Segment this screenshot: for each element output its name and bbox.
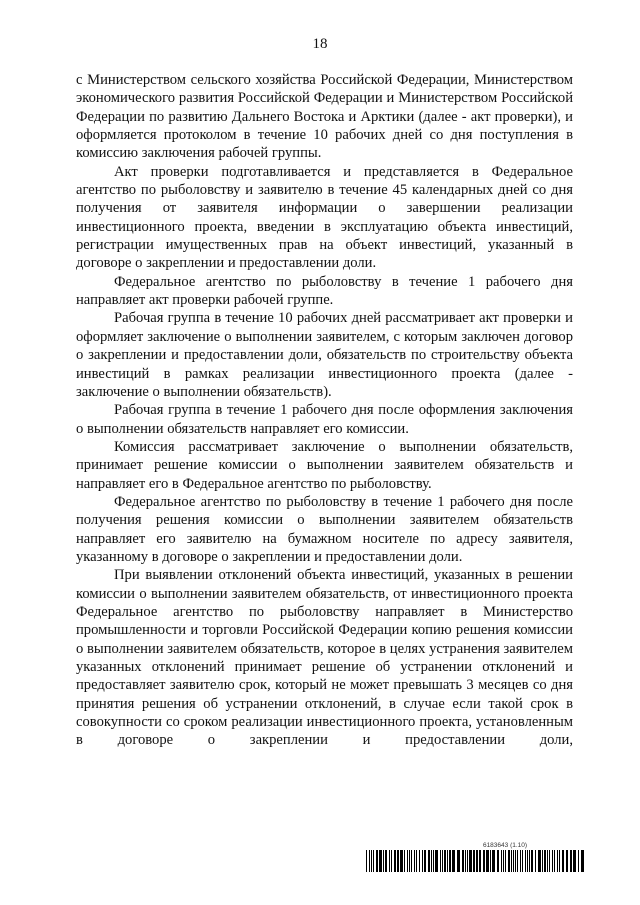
barcode-image — [366, 850, 584, 872]
page-footer — [366, 842, 584, 872]
page-number: 18 — [312, 36, 328, 52]
paragraph-1: с Министерством сельского хозяйства Российской Федерации, Министерством экономического развития Российской Федерации и Министерством Российской Федерации по развитию Дальнего Востока и Арктики (далее - акт проверки), и оформляется протоколом в течение 10 рабочих дней со дня поступления в комиссию заключения рабочей группы. — [76, 72, 573, 162]
paragraph-5: Рабочая группа в течение 1 рабочего дня после оформления заключения о выполнении обязательств направляет его комиссии. — [76, 402, 573, 437]
paragraph-8: При выявлении отклонений объекта инвестиций, указанных в решении комиссии о выполнении заявителем обязательств, от инвестиционного проекта Федеральное агентство по рыболовству направляет в Министерство промышленности и торговли Российской Федерации копию решения комиссии о выполнении заявителем обязательств, которое в целях устранения заявителем указанных отклонений принимает решение об устранении отклонений и предоставляет заявителю срок, который не может превышать 3 месяцев со дня принятия решения об устранении отклонений, в случае если такой срок в совокупности со сроком реализации инвестиционного проекта, установленным в договоре о закреплении и предоставлении доли, — [76, 567, 573, 749]
document-body — [76, 71, 573, 750]
paragraph-3: Федеральное агентство по рыболовству в течение 1 рабочего дня направляет акт проверки рабочей группе. — [76, 273, 573, 309]
paragraph-4: Рабочая группа в течение 10 рабочих дней рассматривает акт проверки и оформляет заключение о выполнении заявителем, с которым заключен договор о закреплении и предоставлении доли, обязательств по строительству объекта инвестиций в рамках реализации инвестиционного проекта (далее - заключение о выполнении обязательств). — [76, 310, 573, 400]
paragraph-7: Федеральное агентство по рыболовству в течение 1 рабочего дня после получения решения комиссии о выполнении заявителем обязательств направляет его заявителю на бумажном носителе по адресу заявителя, указанному в договоре о закреплении и предоставлении доли. — [76, 493, 573, 565]
barcode-caption: 6183643 (1.10) — [482, 842, 528, 849]
paragraph-2: Акт проверки подготавливается и представляется в Федеральное агентство по рыболовству и заявителю в течение 45 календарных дней со дня получения от заявителя информации о завершении реализации инвестиционного проекта, введении в эксплуатацию объекта инвестиций, регистрации имущественных прав на объект инвестиций, указанный в договоре о закреплении и предоставлении доли. — [76, 163, 573, 272]
paragraph-6: Комиссия рассматривает заключение о выполнении обязательств, принимает решение комиссии о выполнении заявителем обязательств и направляет его в Федеральное агентство по рыболовству. — [76, 438, 573, 492]
